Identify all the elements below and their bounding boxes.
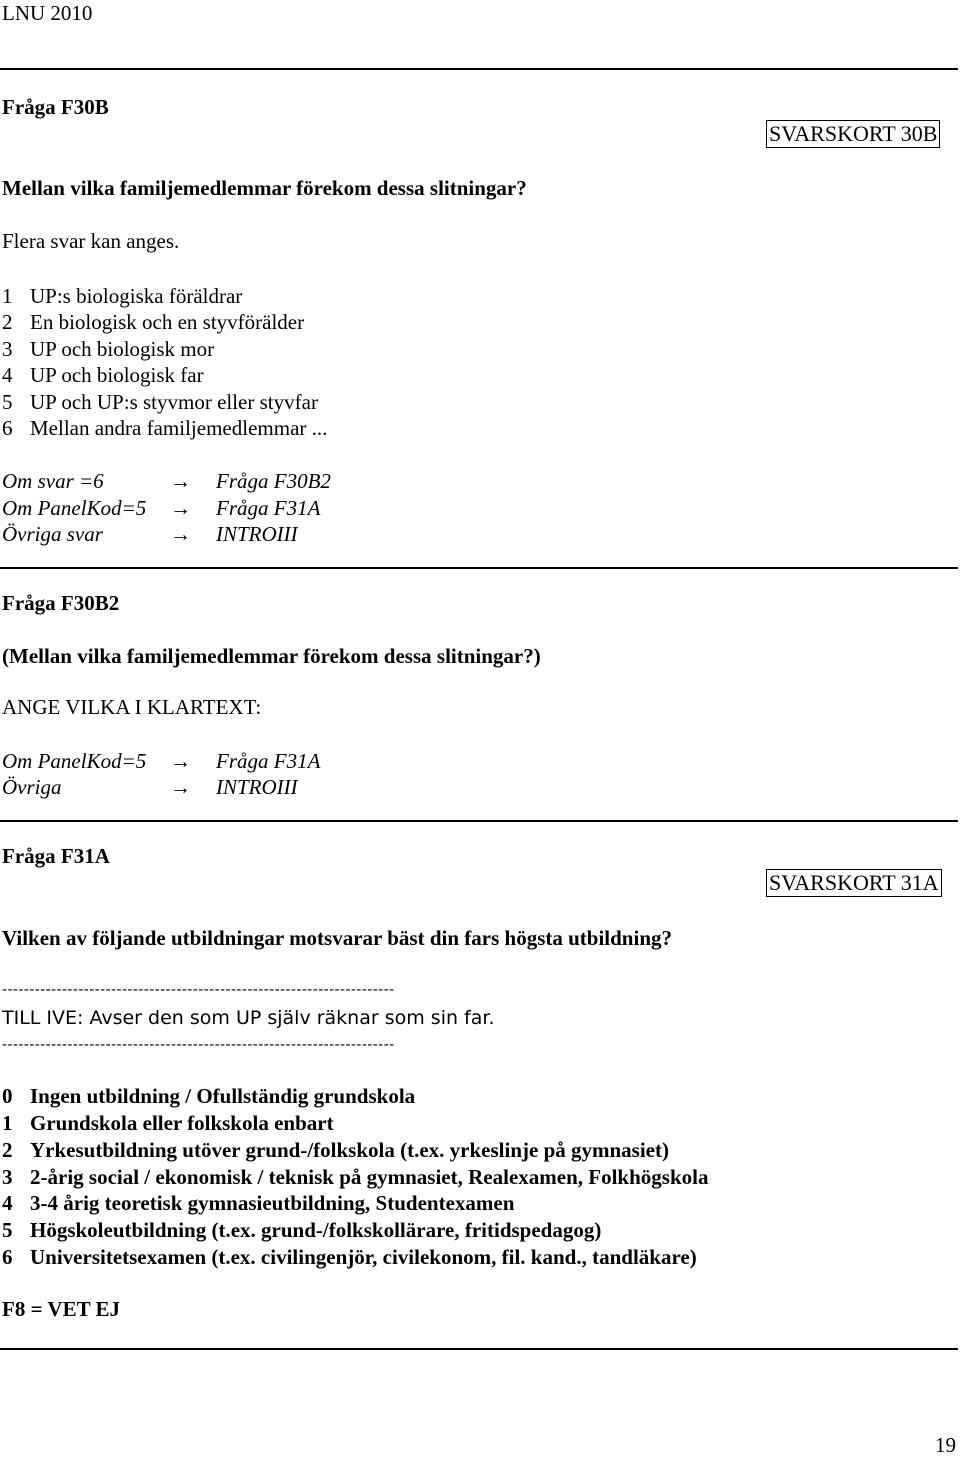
question-text-f30b2: (Mellan vilka familjemedlemmar förekom dessa slitningar?)	[2, 644, 541, 668]
dont-know-code: F8 = VET EJ	[2, 1297, 120, 1321]
list-item: 5 UP och UP:s styvmor eller styvfar	[2, 390, 318, 414]
list-item: 5 Högskoleutbildning (t.ex. grund-/folkskollärare, fritidspedagog)	[2, 1218, 602, 1242]
list-item: 2 Yrkesutbildning utöver grund-/folkskola (t.ex. yrkeslinje på gymnasiet)	[2, 1138, 669, 1162]
list-item: 3 UP och biologisk mor	[2, 337, 215, 361]
answer-card-30b: SVARSKORT 30B	[766, 120, 940, 148]
question-id-f30b: Fråga F30B	[2, 95, 109, 119]
list-item: 1 Grundskola eller folkskola enbart	[2, 1111, 334, 1135]
question-text-f30b: Mellan vilka familjemedlemmar förekom dessa slitningar?	[2, 176, 527, 200]
question-id-f30b2: Fråga F30B2	[2, 591, 120, 615]
arrow-right-icon: →	[170, 496, 191, 520]
list-item: 0 Ingen utbildning / Ofullständig grundskola	[2, 1084, 416, 1108]
dashed-separator: ------------------------------------------------------------------------	[2, 982, 395, 998]
arrow-right-icon: →	[170, 469, 191, 493]
list-item: 4 3-4 årig teoretisk gymnasieutbildning, Studentexamen	[2, 1191, 515, 1215]
list-item: 1 UP:s biologiska föräldrar	[2, 284, 243, 308]
question-id-f31a: Fråga F31A	[2, 844, 110, 868]
header-title: LNU 2010	[2, 1, 93, 25]
dashed-separator: ------------------------------------------------------------------------	[2, 1037, 395, 1053]
list-item: 2 En biologisk och en styvförälder	[2, 310, 305, 334]
question-text-f31a: Vilken av följande utbildningar motsvarar bäst din fars högsta utbildning?	[2, 926, 673, 950]
divider	[0, 567, 958, 569]
list-item: 3 2-årig social / ekonomisk / teknisk på gymnasiet, Realexamen, Folkhögskola	[2, 1165, 709, 1189]
list-item: 4 UP och biologisk far	[2, 363, 204, 387]
answer-card-31a: SVARSKORT 31A	[766, 869, 942, 897]
list-item: 6 Universitetsexamen (t.ex. civilingenjör, civilekonom, fil. kand., tandläkare)	[2, 1245, 697, 1269]
instruction-text: ANGE VILKA I KLARTEXT:	[2, 695, 262, 719]
arrow-right-icon: →	[170, 775, 191, 799]
divider	[0, 1348, 958, 1350]
arrow-right-icon: →	[170, 522, 191, 546]
page-number: 19	[935, 1433, 956, 1457]
interviewer-note: TILL IVE: Avser den som UP själv räknar som sin far.	[2, 1007, 495, 1029]
divider	[0, 68, 958, 70]
list-item: 6 Mellan andra familjemedlemmar ...	[2, 416, 328, 440]
arrow-right-icon: →	[170, 749, 191, 773]
divider	[0, 820, 958, 822]
multiple-answers-note: Flera svar kan anges.	[2, 229, 180, 253]
